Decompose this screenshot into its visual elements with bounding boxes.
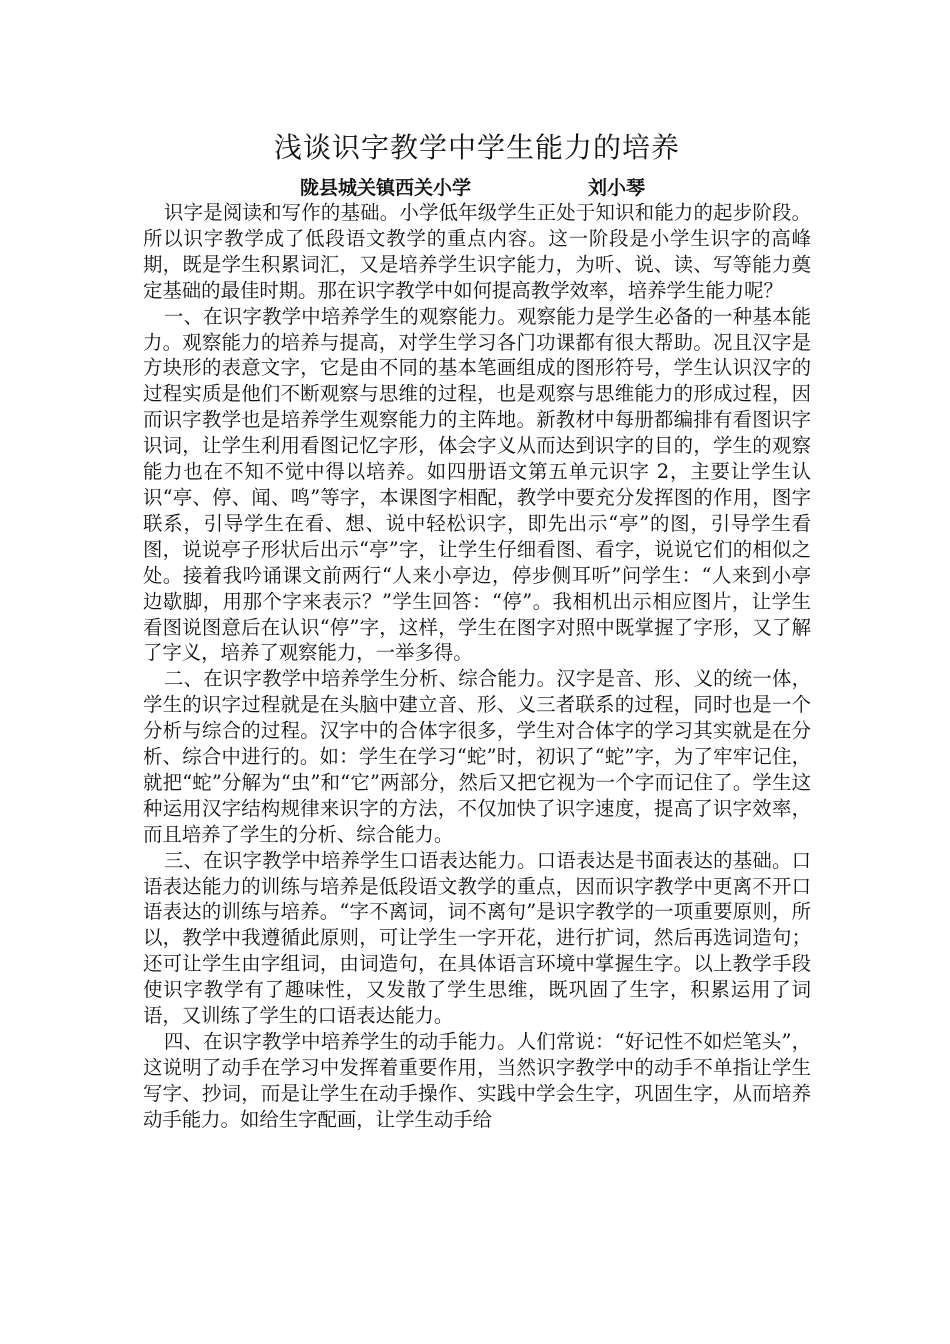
document-page <box>143 128 811 1133</box>
paragraph-observation: 一、在识字教学中培养学生的观察能力。观察能力是学生必备的一种基本能力。观察能力的培养与提高，对学生学习各门功课都有很大帮助。况且汉字是方块形的表意文字，它是由不同的基本笔画组成的图形符号，学生认识汉字的过程实质是他们不断观察与思维的过程，也是观察与思维能力的形成过程，因而识字教学也是培养学生观察能力的主阵地。新教材中每册都编排有看图识字识词，让学生利用看图记忆字形，体会字义从而达到识字的目的，学生的观察能力也在不知不觉中得以培养。如四册语文第五单元识字 2，主要让学生认识“亭、停、闻、鸣”等字，本课图字相配，教学中要充分发挥图的作用，图字联系，引导学生在看、想、说中轻松识字，即先出示“亭”的图，引导学生看图，说说亭子形状后出示“亭”字，让学生仔细看图、看字，说说它们的相似之处。接着我吟诵课文前两行“人来小亭边，停步侧耳听”问学生：“人来到小亭边歇脚，用那个字来表示？”学生回答：“停”。我相机出示相应图片，让学生看图说图意后在认识“停”字，这样，学生在图字对照中既掌握了字形，又了解了字义，培养了观察能力，一举多得。 <box>143 304 811 665</box>
paragraph-oral-expression: 三、在识字教学中培养学生口语表达能力。口语表达是书面表达的基础。口语表达能力的训练与培养是低段语文教学的重点，因而识字教学中更离不开口语表达的训练与培养。“字不离词，词不离句”是识字教学的一项重要原则，所以，教学中我遵循此原则，可让学生一字开花，进行扩词，然后再选词造句；还可让学生由字组词，由词造句，在具体语言环境中掌握生字。以上教学手段使识字教学有了趣味性，又发散了学生思维，既巩固了生字，积累运用了词语，又训练了学生的口语表达能力。 <box>143 848 811 1028</box>
paragraph-intro: 识字是阅读和写作的基础。小学低年级学生正处于知识和能力的起步阶段。所以识字教学成了低段语文教学的重点内容。这一阶段是小学生识字的高峰期，既是学生积累词汇，又是培养学生识字能力，为听、说、读、写等能力奠定基础的最佳时期。那在识字教学中如何提高教学效率，培养学生能力呢？ <box>143 201 811 302</box>
author-name: 刘小琴 <box>588 177 646 199</box>
paragraph-analysis: 二、在识字教学中培养学生分析、综合能力。汉字是音、形、义的统一体，学生的识字过程就是在头脑中建立音、形、义三者联系的过程，同时也是一个分析与综合的过程。汉字中的合体字很多，学生对合体字的学习其实就是在分析、综合中进行的。如：学生在学习“蛇”时，初识了“蛇”字，为了牢牢记住，就把“蛇”分解为“虫”和“它”两部分，然后又把它视为一个字而记住了。学生这种运用汉字结构规律来识字的方法，不仅加快了识字速度，提高了识字效率，而且培养了学生的分析、综合能力。 <box>143 667 811 846</box>
byline <box>143 176 811 200</box>
paragraph-hands-on: 四、在识字教学中培养学生的动手能力。人们常说：“好记性不如烂笔头”，这说明了动手在学习中发挥着重要作用，当然识字教学中的动手不单指让学生写字、抄词，而是让学生在动手操作、实践中学会生字，巩固生字，从而培养动手能力。如给生字配画，让学生动手给 <box>143 1030 811 1131</box>
school-name: 陇县城关镇西关小学 <box>300 177 472 199</box>
document-title: 浅谈识字教学中学生能力的培养 <box>273 131 680 164</box>
